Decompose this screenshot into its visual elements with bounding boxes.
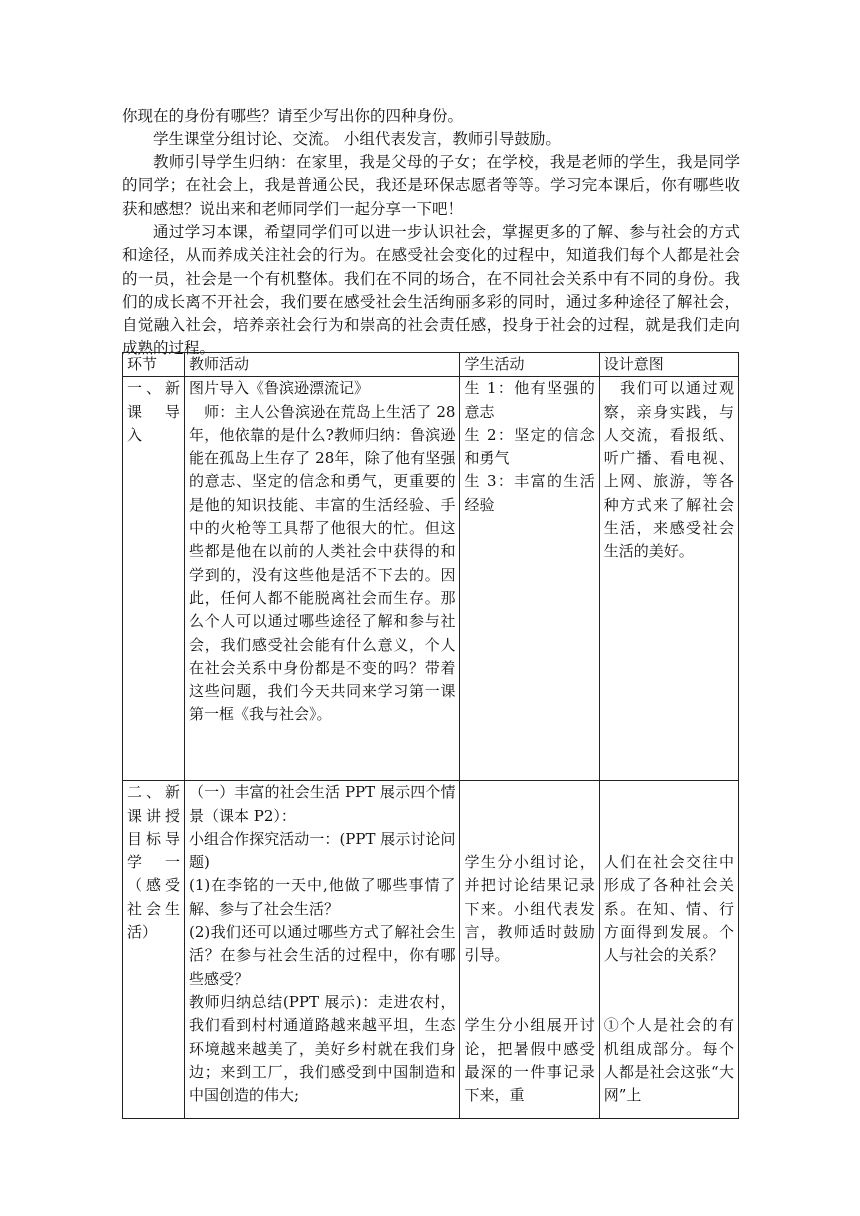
table-row bbox=[123, 781, 739, 1119]
intro-summary-paragraph: 教师引导学生归纳：在家里，我是父母的子女；在学校，我是老师的学生，我是同学的同学；在社会上，我是普通公民，我还是环保志愿者等等。学习完本课后，你有哪些收获和感想？说出来和老师同学们一起分享一下吧！ bbox=[122, 153, 740, 218]
student-activity-cell: 生 1：他有坚强的意志 生 2：坚定的信念和勇气 生 3：丰富的生活经验 bbox=[464, 379, 595, 514]
table-header-row bbox=[123, 353, 739, 377]
teacher-activity-cell: （一）丰富的社会生活 PPT 展示四个情景（课本 P2）： 小组合作探究活动一：(PPT 展示讨论问题) (1)在李铭的一天中,他做了哪些事情了解、参与了社会生活？ (2)我们还可以通过哪些方式了解社会生活？在参与社会生活的过程中，你有哪些感受？ 教师归纳总结(PPT 展示)：走进农村，我们看到村村通道路越来越平坦，生态环境越来越美了，美好乡村就在我们身边；来到工厂，我们感受到中国制造和中国创造的伟大; bbox=[189, 783, 456, 1105]
header-student-activity: 学生活动 bbox=[460, 353, 599, 377]
header-design-intent: 设计意图 bbox=[599, 353, 738, 377]
intro-conclusion-paragraph: 通过学习本课，希望同学们可以进一步认识社会，掌握更多的了解、参与社会的方式和途径，从而养成关注社会的行为。在感受社会变化的过程中，知道我们每个人都是社会的一员，社会是一个有机整体。我们在不同的场合，在不同社会关系中有不同的身份。我们的成长离不开社会，我们要在感受社会生活绚丽多彩的同时，通过多种途径了解社会，自觉融入社会，培养亲社会行为和崇高的社会责任感，投身于社会的过程，就是我们走向成熟的过程。 bbox=[122, 223, 740, 358]
stage-cell: 二、新课讲授目标导学一（感受社会生活） bbox=[127, 783, 180, 942]
header-teacher-activity: 教师活动 bbox=[185, 353, 460, 377]
design-intent-cell: 我们可以通过观察，亲身实践，与人交流，看报纸、听广播、看电视、上网、旅游，等各种方式来了解社会生活，来感受社会生活的美好。 bbox=[603, 379, 734, 561]
design-intent-cell: 人们在社会交往中形成了各种社会关系。在知、情、行方面得到发展。个人与社会的关系？ ①个人是社会的有机组成部分。每个人都是社会这张“大网”上 bbox=[603, 853, 734, 1105]
stage-cell: 一、新课 导入 bbox=[127, 379, 180, 444]
intro-question: 你现在的身份有哪些？请至少写出你的四种身份。 bbox=[122, 107, 464, 125]
student-activity-cell: 学生分小组讨论，并把讨论结果记录下来。小组代表发言，教师适时鼓励引导。 学生分小组展开讨论，把暑假中感受最深的一件事记录下来，重 bbox=[464, 853, 595, 1105]
intro-activity: 学生课堂分组讨论、交流。 小组代表发言，教师引导鼓励。 bbox=[153, 130, 561, 148]
teacher-activity-cell: 图片导入《鲁滨逊漂流记》 师：主人公鲁滨逊在荒岛上生活了 28年，他依靠的是什么?教师归纳：鲁滨逊能在孤岛上生存了 28年，除了他有坚强的意志、坚定的信念和勇气，更重要的是他的知识技能、丰富的生活经验、手中的火枪等工具帮了他很大的忙。但这些都是他在以前的人类社会中获得的和学到的，没有这些他是活不下去的。因此，任何人都不能脱离社会而生存。那么个人可以通过哪些途径了解和参与社会，我们感受社会能有什么意义，个人在社会关系中身份都是不变的吗？带着这些问题，我们今天共同来学习第一课第一框《我与社会》。 bbox=[189, 379, 456, 724]
table-row bbox=[123, 377, 739, 781]
header-stage: 环节 bbox=[123, 353, 185, 377]
lesson-plan-table bbox=[122, 352, 739, 1119]
